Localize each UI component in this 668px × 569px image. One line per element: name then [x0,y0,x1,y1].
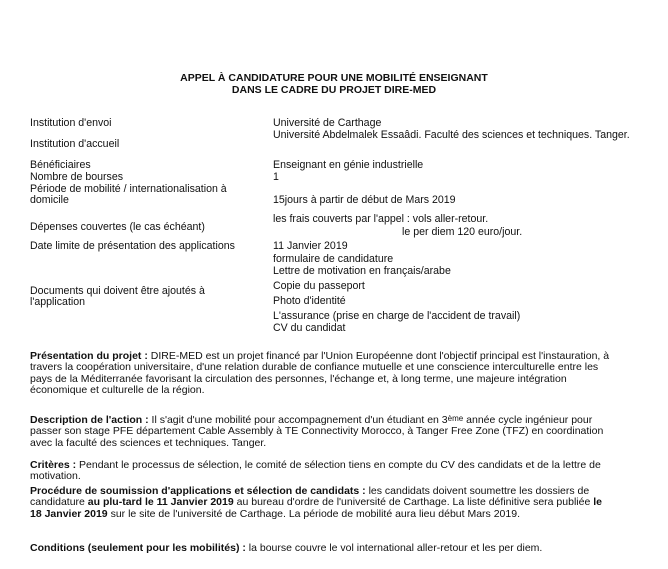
section-conditions [30,543,615,554]
value-beneficiaires: Enseignant en génie industrielle [273,159,424,171]
criteres-heading: Critères : [30,459,77,471]
value-nombre-bourses: 1 [273,171,279,183]
value-document: formulaire de candidature [273,253,394,265]
value-institution-accueil: Université Abdelmalek Essaâdi. Faculté des sciences et techniques. Tanger. [273,129,630,141]
description-heading: Description de l'action : [30,414,149,426]
value-depenses: les frais couverts par l'appel : vols aller-retour. [273,213,489,225]
label-depenses: Dépenses couvertes (le cas échéant) [30,221,205,233]
label-beneficiaires: Bénéficiaires [30,159,91,171]
value-document: CV du candidat [273,322,346,334]
value-document: L'assurance (prise en charge de l'accident de travail) [273,310,521,322]
section-presentation [30,351,615,397]
label-date-limite: Date limite de présentation des applications [30,240,235,252]
value-date-limite: 11 Janvier 2019 [273,240,348,252]
label-institution-envoi: Institution d'envoi [30,117,112,129]
description-text: Il s'agit d'une mobilité pour accompagnement d'un étudiant en 3 [148,414,448,426]
title-line-2: DANS LE CADRE DU PROJET DIRE-MED [231,84,437,96]
presentation-text: DIRE-MED est un projet financé par l'Union Européenne dont l'objectif principal est l'instauration, à travers la coopération universitaire, d'une relation durable de confiance mutuelle et une conscience interculturelle entre les pays de la Méditerranée favorisant la circulation des personnes, l'échange et, à long terme, une majeure intégration économique et culturelle de la région. [30,350,610,397]
procedure-text: sur le site de l'université de Carthage. La période de mobilité aura lieu début Mars 2019. [107,507,520,520]
procedure-publication-date: le 18 Janvier 2019 [30,496,602,520]
value-periode-mobilite: 15jours à partir de début de Mars 2019 [273,194,456,206]
section-procedure [30,486,615,520]
procedure-deadline: au plu-tard le 11 Janvier 2019 [87,496,234,509]
conditions-text: la bourse couvre le vol international aller-retour et les per diem. [245,542,543,554]
presentation-heading: Présentation du projet : [30,350,148,362]
document-title [0,72,668,96]
description-superscript: ème [447,414,464,423]
value-document: Lettre de motivation en français/arabe [273,265,451,277]
section-criteres [30,460,615,483]
label-documents: Documents qui doivent être ajoutés à l'application [30,285,205,309]
description-text-cont: année cycle ingénieur pour passer son stage PFE département Cable Assembly à TE Connectivity Morocco, à Tanger Free Zone (TFZ) en coordination avec la faculté des sciences et techniques. Tanger. [30,414,604,449]
procedure-heading: Procédure de soumission d'applications et sélection de candidats : [30,485,366,497]
procedure-text: les candidats doivent soumettre les dossiers de candidature [30,485,590,509]
value-depenses-per-diem: le per diem 120 euro/jour. [402,226,523,238]
value-document: Photo d'identité [273,295,346,307]
label-institution-accueil: Institution d'accueil [30,138,120,150]
procedure-text: au bureau d'ordre de l'université de Carthage. La liste définitive sera publiée [233,496,594,509]
conditions-heading: Conditions (seulement pour les mobilités) : [30,542,246,554]
value-document: Copie du passeport [273,280,365,292]
section-description [30,415,615,449]
label-nombre-bourses: Nombre de bourses [30,171,124,183]
title-line-1: APPEL À CANDIDATURE POUR UNE MOBILITÉ ENSEIGNANT [180,72,488,84]
label-periode-mobilite: Période de mobilité / internationalisation à domicile [30,183,227,207]
value-institution-envoi: Université de Carthage [273,117,382,129]
criteres-text: Pendant le processus de sélection, le comité de sélection tiens en compte du CV des candidats et de la lettre de motivation. [30,459,601,483]
